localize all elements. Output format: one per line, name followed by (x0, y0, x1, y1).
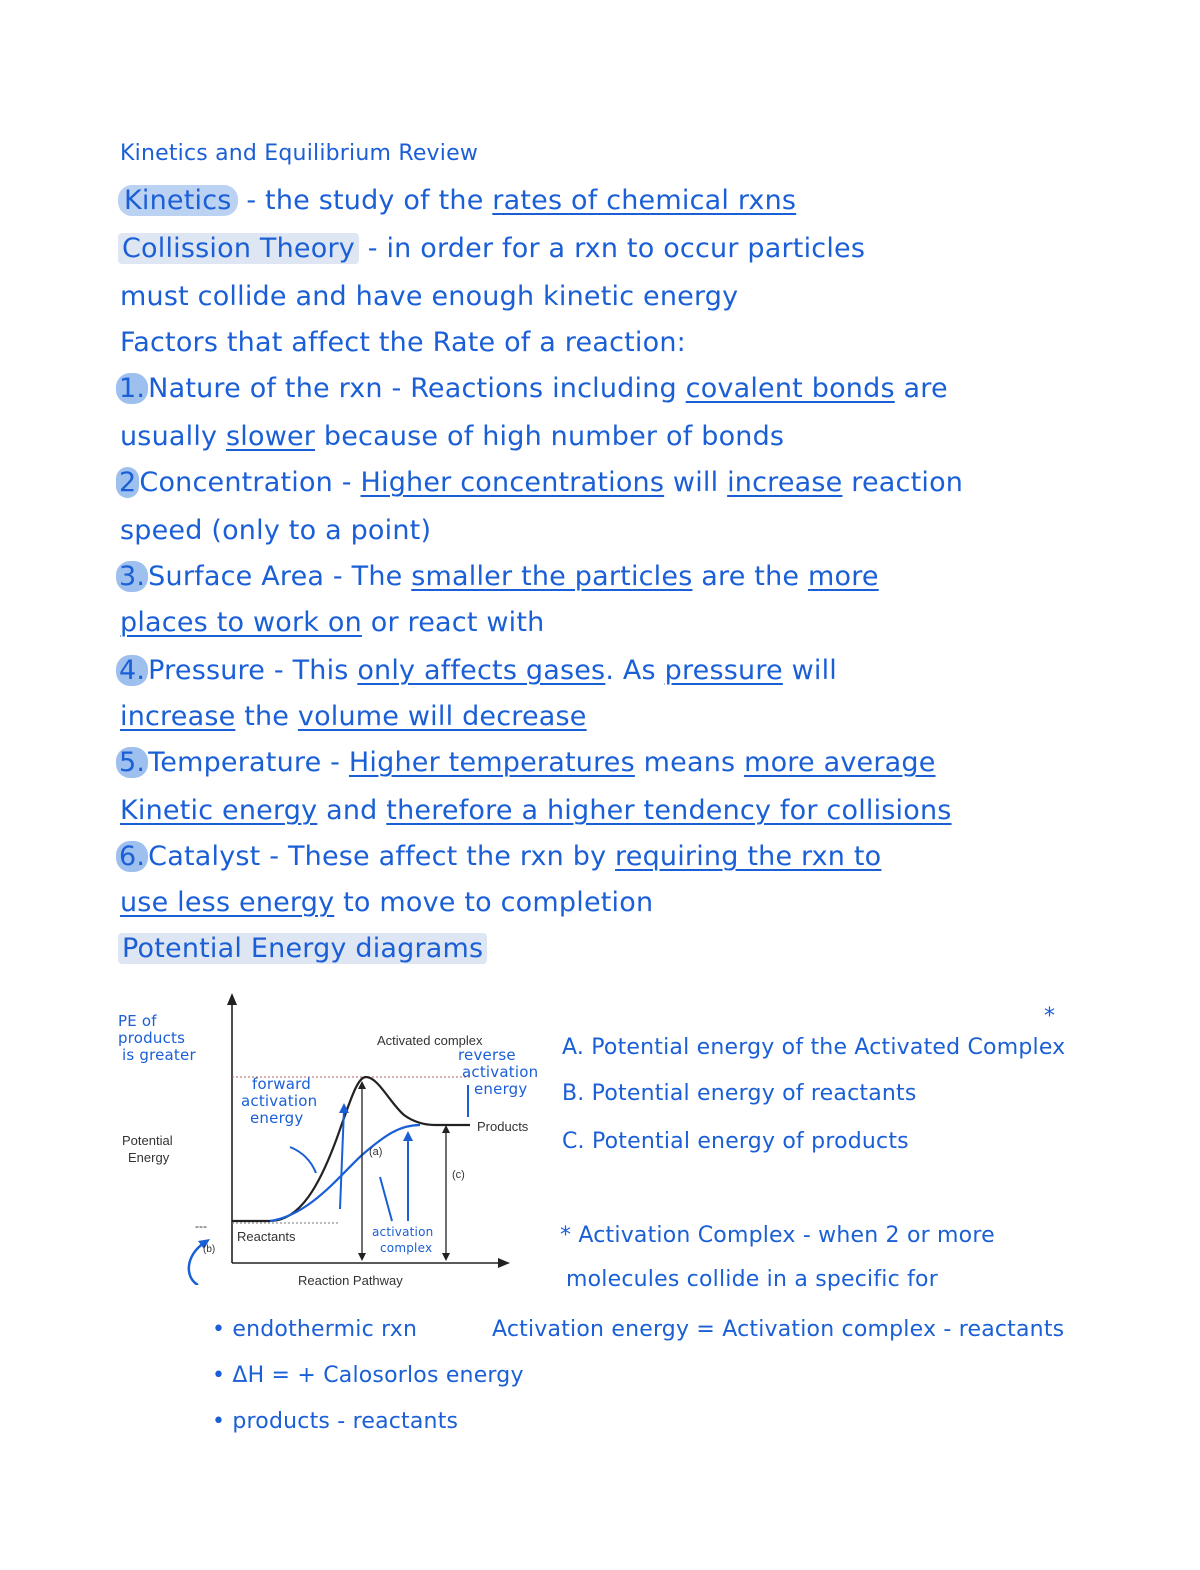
factor-1-line-2 (120, 420, 784, 454)
x-axis-label: Reaction Pathway (298, 1273, 403, 1288)
factor-4-pressure: pressure (664, 655, 783, 686)
activation-note-1: * Activation Complex - when 2 or more (560, 1223, 995, 1248)
ped-heading: Potential Energy diagrams (118, 933, 487, 964)
factor-2-will: will (664, 467, 728, 498)
factor-3-number: 3. (116, 561, 148, 592)
factor-4-number: 4. (116, 655, 148, 686)
collision-text-1: - in order for a rxn to occur particles (358, 233, 866, 264)
factor-6-requiring: requiring the rxn to (615, 841, 882, 872)
note-rev-2: activation (462, 1063, 539, 1081)
factor-4-text: Pressure - This (148, 655, 358, 686)
bullet-3: • products - reactants (212, 1409, 459, 1434)
activation-note-2: molecules collide in a specific for (566, 1267, 938, 1292)
kinetics-sep: - the study of the (237, 185, 493, 216)
y-axis-arrow (227, 993, 237, 1005)
note-fwd-1: forward (252, 1075, 311, 1093)
legend-a: A. Potential energy of the Activated Complex (562, 1035, 1066, 1060)
factor-4-the: the (235, 701, 298, 732)
factor-5-tendency: therefore a higher tendency for collisions (386, 795, 952, 826)
ped-heading-line (118, 932, 487, 966)
factor-2-reaction: reaction (842, 467, 964, 498)
blue-arrow-product-head (403, 1131, 413, 1141)
legend-b: B. Potential energy of reactants (562, 1081, 917, 1106)
arrow-c-head (442, 1125, 450, 1133)
factors-heading: Factors that affect the Rate of a reaction: (120, 327, 686, 358)
factor-5-more-average: more average (744, 747, 936, 778)
factor-2-number: 2 (116, 467, 139, 498)
factor-6-less-energy: use less energy (120, 887, 335, 918)
collision-line-2: must collide and have enough kinetic energy (120, 281, 739, 312)
page-title: Kinetics and Equilibrium Review (120, 141, 479, 166)
note-pe-2: products (118, 1029, 186, 1047)
label-b: (b) (203, 1244, 216, 1255)
bullet-1-formula: Activation energy = Activation complex - reactants (492, 1317, 1065, 1342)
arrow-a-tail (358, 1253, 366, 1261)
factor-6-text: Catalyst - These affect the rxn by (148, 841, 616, 872)
factor-5-line-1 (116, 746, 936, 780)
pointer-arrow (189, 1243, 204, 1285)
factor-6-completion: to move to completion (334, 887, 654, 918)
kinetics-term: Kinetics (118, 185, 238, 216)
factor-4-volume: volume will decrease (297, 701, 587, 732)
bullet-3-text: products - reactants (232, 1409, 459, 1434)
factor-6-number: 6. (116, 841, 148, 872)
label-c: (c) (452, 1169, 465, 1181)
collision-term: Collission Theory (118, 233, 359, 264)
factor-5-text: Temperature - (148, 747, 349, 778)
factor-2-text: Concentration - (139, 467, 361, 498)
factor-1-usually: usually (120, 421, 227, 452)
note-fwd-2: activation (241, 1092, 318, 1110)
forward-note-arrow (290, 1147, 316, 1173)
label-reactants: Reactants (237, 1229, 296, 1244)
factor-2-increase: increase (727, 467, 843, 498)
catalyzed-curve (270, 1125, 420, 1221)
factor-3-places: places to work on (120, 607, 362, 638)
factor-6-line-1 (116, 840, 881, 874)
kinetics-definition: rates of chemical rxns (492, 185, 797, 216)
factor-6-line-2 (120, 886, 653, 920)
label-activated-complex: Activated complex (377, 1033, 483, 1048)
factor-4-line-1 (116, 654, 837, 688)
factor-5-kinetic: Kinetic energy (120, 795, 318, 826)
factor-3-smaller: smaller the particles (411, 561, 693, 592)
label-products: Products (477, 1119, 529, 1134)
factor-3-text: Surface Area - The (148, 561, 412, 592)
factor-1-line-1 (116, 372, 948, 406)
factor-2-line-1 (116, 466, 963, 500)
bullet-1: • endothermic rxn (212, 1317, 418, 1342)
note-act-2: complex (380, 1241, 433, 1255)
y-axis-label-2: Energy (128, 1150, 170, 1165)
y-axis-label-1: Potential (122, 1133, 173, 1148)
note-pe-3: is greater (122, 1046, 196, 1064)
blue-bracket (380, 1177, 392, 1221)
factor-5-and: and (317, 795, 387, 826)
note-act-1: activation (372, 1225, 434, 1239)
note-rev-3: energy (474, 1080, 528, 1098)
factor-4-line-2 (120, 700, 587, 734)
factor-1-reason: because of high number of bonds (315, 421, 785, 452)
bullet-2-text: ΔH = + Calosorlos energy (232, 1363, 524, 1388)
factor-2-higher: Higher concentrations (360, 467, 665, 498)
factor-1-tail: are (894, 373, 948, 404)
note-rev-1: reverse (458, 1046, 516, 1064)
factor-1-text: Nature of the rxn - Reactions including (148, 373, 686, 404)
note-fwd-3: energy (250, 1109, 304, 1127)
bullet-2: • ΔH = + Calosorlos energy (212, 1363, 524, 1388)
factor-5-higher-temps: Higher temperatures (348, 747, 635, 778)
factor-5-number: 5. (116, 747, 148, 778)
factor-3-react: or react with (361, 607, 545, 638)
factor-2-line-2: speed (only to a point) (120, 515, 432, 546)
factor-4-increase: increase (120, 701, 236, 732)
factor-4-will: will (782, 655, 838, 686)
factor-3-more: more (808, 561, 879, 592)
label-dashes: --- (195, 1219, 207, 1233)
factor-3-are: are the (692, 561, 808, 592)
kinetics-line (118, 184, 796, 218)
note-pe-1: PE of (118, 1012, 157, 1030)
factor-3-line-2 (120, 606, 544, 640)
factor-4-as: . As (605, 655, 665, 686)
arrow-c-tail (442, 1253, 450, 1261)
factor-4-gases: only affects gases (357, 655, 606, 686)
collision-line-1 (118, 232, 865, 266)
factor-3-line-1 (116, 560, 879, 594)
factor-1-number: 1. (116, 373, 148, 404)
factor-5-means: means (634, 747, 745, 778)
factor-1-covalent: covalent bonds (685, 373, 895, 404)
factor-1-slower: slower (226, 421, 316, 452)
x-axis-arrow (498, 1258, 510, 1268)
bullet-1-text: endothermic rxn (232, 1317, 418, 1342)
factor-5-line-2 (120, 794, 952, 828)
legend-c: C. Potential energy of products (562, 1129, 909, 1154)
legend-star: * (1044, 1004, 1056, 1029)
label-a: (a) (369, 1146, 383, 1158)
